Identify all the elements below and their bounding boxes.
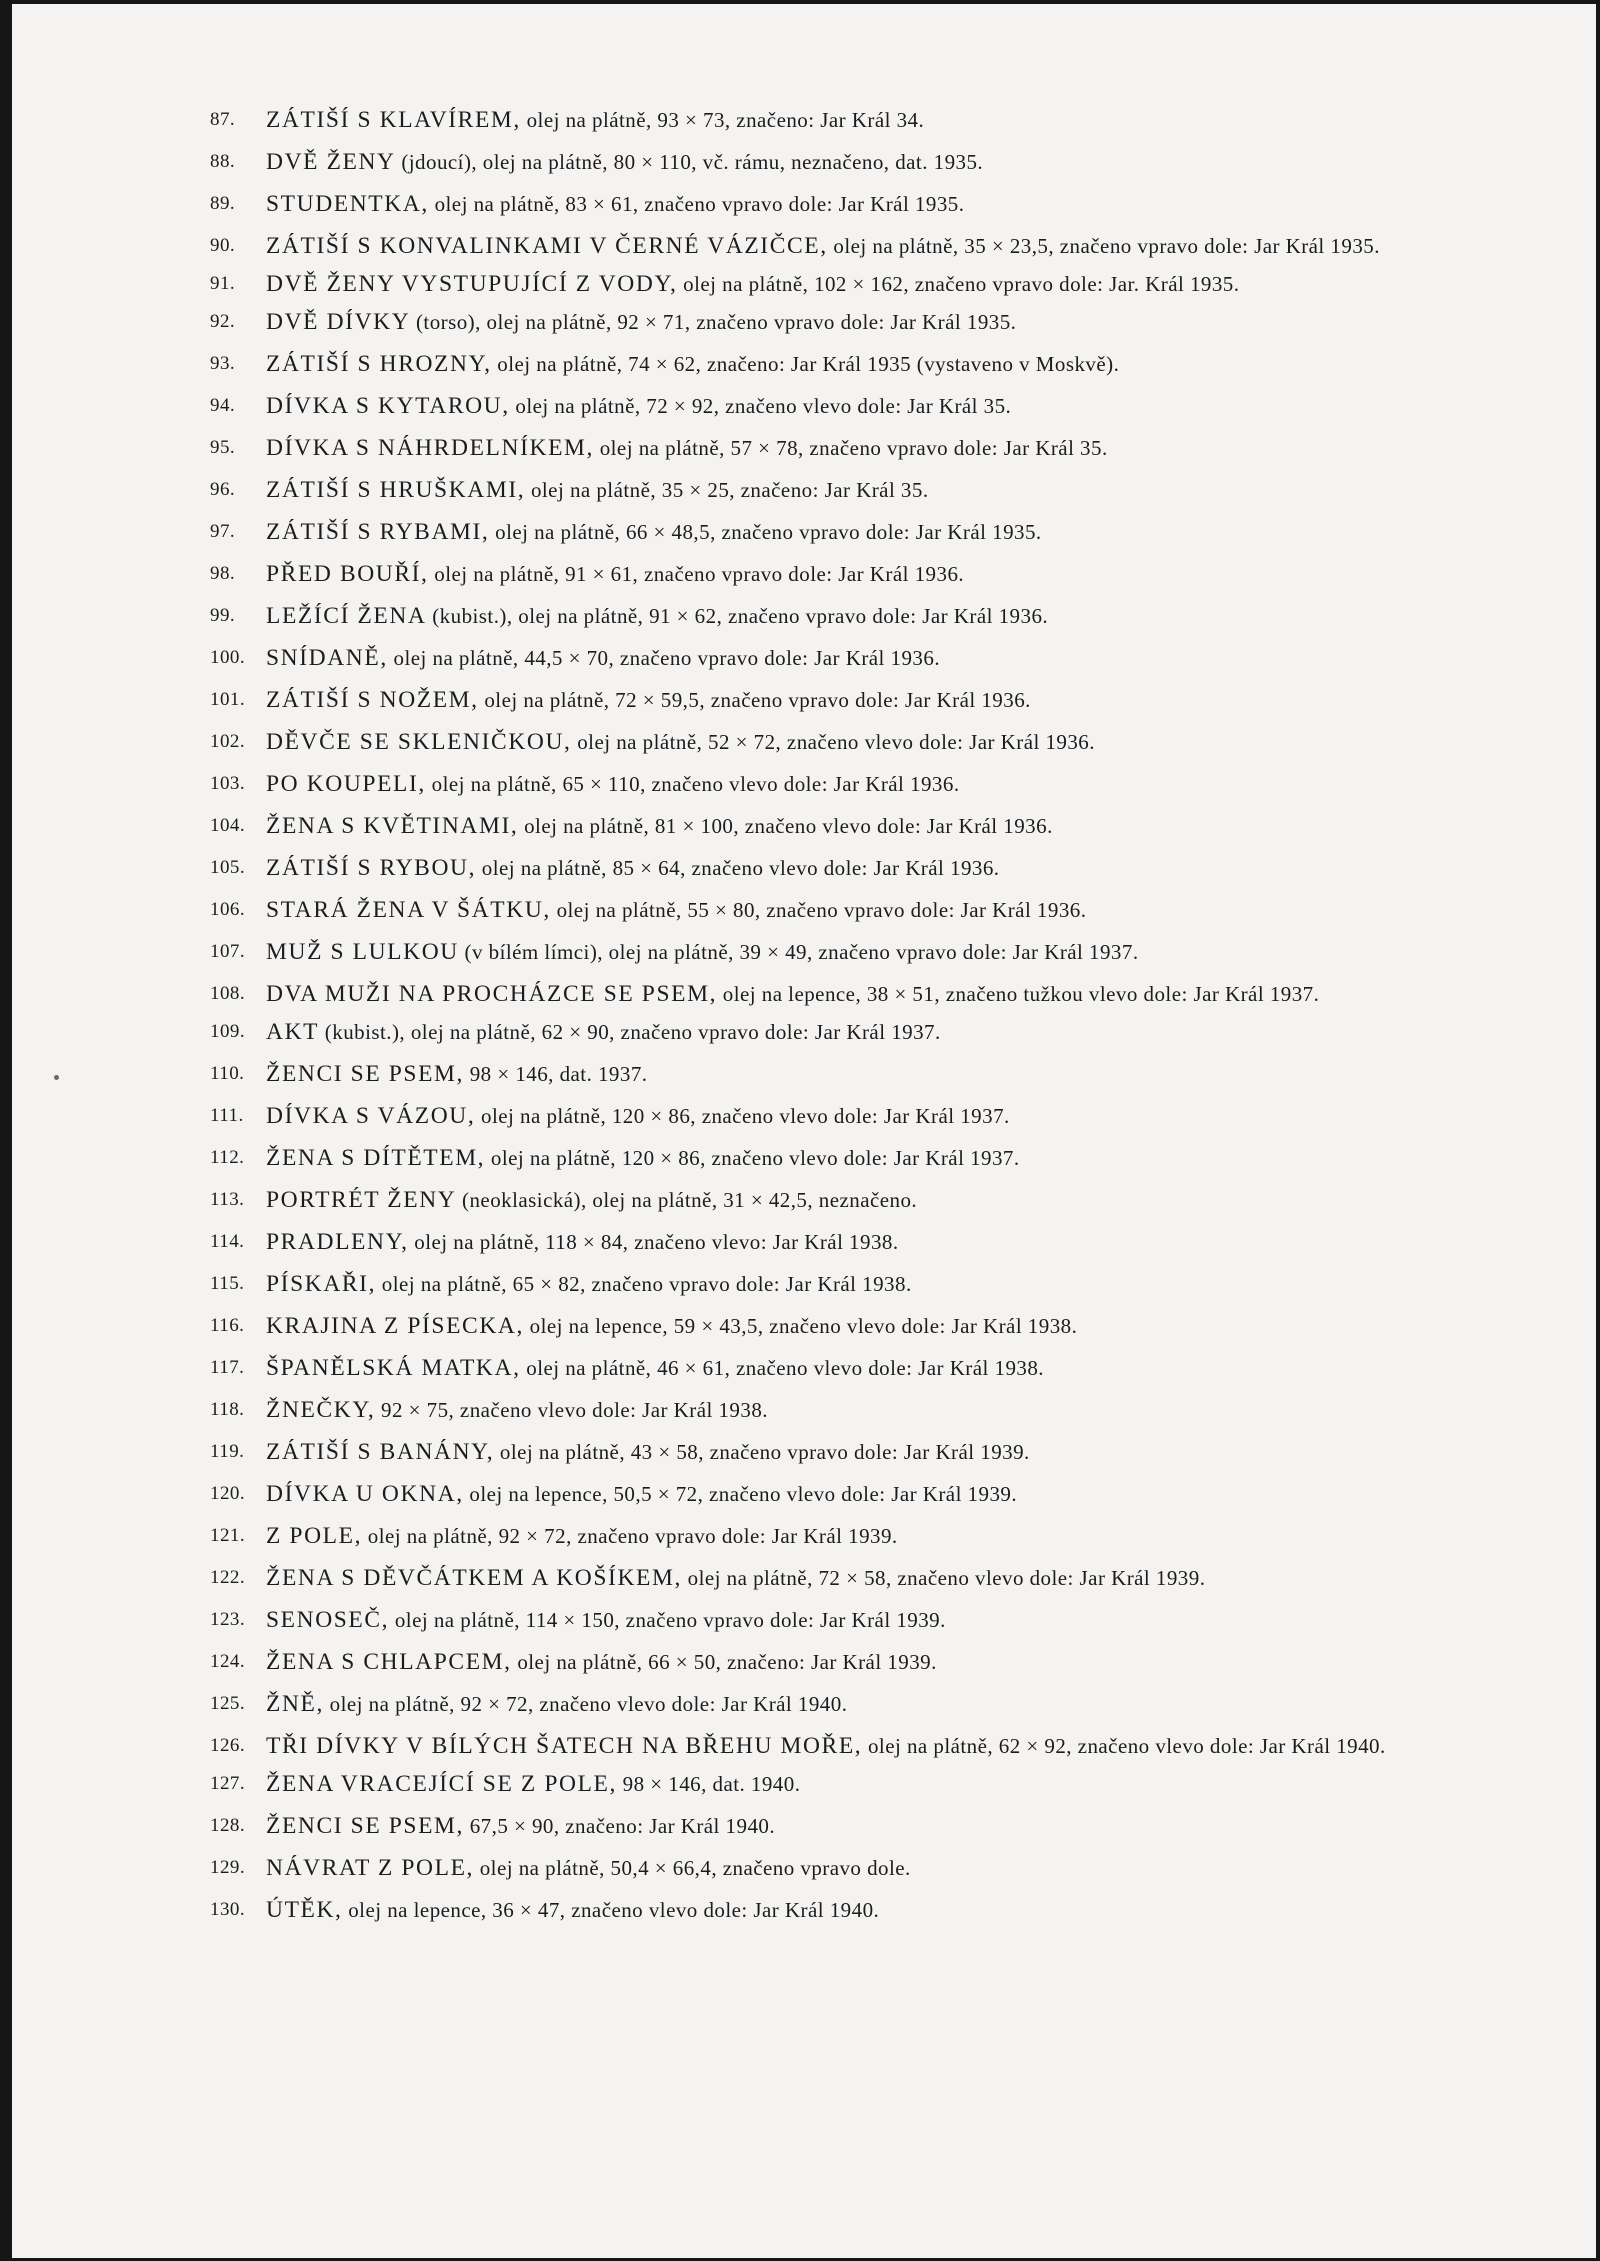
catalog-entry [210, 1144, 1530, 1172]
entry-number: 116. [210, 1315, 245, 1336]
entry-text [266, 644, 1530, 672]
painting-description: olej na lepence, 59 × 43,5, značeno vlevo dole: Jar Král 1938. [523, 1314, 1078, 1338]
entry-number: 93. [210, 353, 236, 374]
painting-title: SENOSEČ, [266, 1607, 390, 1633]
catalog-entry [210, 1648, 1530, 1676]
painting-description: olej na plátně, 65 × 110, značeno vlevo dole: Jar Král 1936. [425, 772, 960, 796]
painting-description: olej na plátně, 46 × 61, značeno vlevo dole: Jar Král 1938. [520, 1356, 1045, 1380]
catalog-entry [210, 434, 1530, 462]
catalog-entry [210, 1564, 1530, 1592]
catalog-entry [210, 106, 1530, 134]
painting-title: ZÁTIŠÍ S NOŽEM, [266, 687, 479, 713]
painting-title: DÍVKA S KYTAROU, [266, 393, 510, 419]
catalog-entry [210, 1522, 1530, 1550]
entry-number: 111. [210, 1105, 244, 1126]
painting-title: Z POLE, [266, 1523, 363, 1549]
entry-number: 95. [210, 437, 236, 458]
painting-title: ZÁTIŠÍ S KLAVÍREM, [266, 107, 521, 133]
painting-title: DÍVKA S VÁZOU, [266, 1103, 476, 1129]
painting-description: olej na lepence, 50,5 × 72, značeno vlevo dole: Jar Král 1939. [463, 1482, 1018, 1506]
catalog-entry [210, 1102, 1530, 1130]
painting-title: SNÍDANĚ, [266, 645, 388, 671]
painting-title: MUŽ S LULKOU [266, 939, 459, 965]
catalog-entry [210, 560, 1530, 588]
painting-title: LEŽÍCÍ ŽENA [266, 603, 427, 629]
entry-text [266, 1312, 1530, 1340]
painting-catalog-list [210, 106, 1530, 1938]
catalog-entry [210, 232, 1530, 260]
painting-title: STARÁ ŽENA V ŠÁTKU, [266, 897, 551, 923]
entry-number: 110. [210, 1063, 245, 1084]
catalog-entry [210, 308, 1530, 336]
entry-number: 87. [210, 109, 236, 130]
painting-description: olej na plátně, 72 × 92, značeno vlevo dole: Jar Král 35. [509, 394, 1012, 418]
entry-text [266, 1732, 1530, 1760]
entry-text [266, 1228, 1530, 1256]
entry-text [266, 1270, 1530, 1298]
entry-number: 124. [210, 1651, 246, 1672]
catalog-entry [210, 392, 1530, 420]
entry-number: 96. [210, 479, 236, 500]
painting-description: 67,5 × 90, značeno: Jar Král 1940. [464, 1814, 776, 1838]
entry-number: 119. [210, 1441, 245, 1462]
painting-title: ZÁTIŠÍ S BANÁNY, [266, 1439, 495, 1465]
painting-description: olej na plátně, 83 × 61, značeno vpravo dole: Jar Král 1935. [428, 192, 965, 216]
entry-number: 104. [210, 815, 246, 836]
entry-text [266, 392, 1530, 420]
entry-number: 99. [210, 605, 236, 626]
entry-text [266, 854, 1530, 882]
catalog-entry [210, 1480, 1530, 1508]
entry-text [266, 1690, 1530, 1718]
catalog-entry [210, 1186, 1530, 1214]
entry-number: 90. [210, 235, 236, 256]
entry-text [266, 1564, 1530, 1592]
entry-text [266, 148, 1530, 176]
entry-text [266, 1354, 1530, 1382]
painting-title: STUDENTKA, [266, 191, 429, 217]
painting-description: (torso), olej na plátně, 92 × 71, značeno vpravo dole: Jar Král 1935. [410, 310, 1017, 334]
entry-text [266, 896, 1530, 924]
painting-title: ŽENCI SE PSEM, [266, 1813, 465, 1839]
entry-number: 103. [210, 773, 246, 794]
catalog-entry [210, 896, 1530, 924]
painting-title: NÁVRAT Z POLE, [266, 1855, 475, 1881]
catalog-entry [210, 812, 1530, 840]
painting-description: olej na plátně, 72 × 59,5, značeno vpravo dole: Jar Král 1936. [478, 688, 1031, 712]
painting-title: ŽNĚ, [266, 1691, 324, 1717]
painting-description: olej na plátně, 102 × 162, značeno vpravo dole: Jar. Král 1935. [677, 272, 1240, 296]
entry-number: 98. [210, 563, 236, 584]
entry-number: 130. [210, 1899, 246, 1920]
painting-title: ŽENCI SE PSEM, [266, 1061, 465, 1087]
catalog-entry [210, 270, 1530, 298]
painting-description: olej na plátně, 50,4 × 66,4, značeno vpravo dole. [474, 1856, 911, 1880]
entry-text [266, 270, 1530, 298]
painting-title: ŽENA VRACEJÍCÍ SE Z POLE, [266, 1771, 617, 1797]
painting-description: olej na plátně, 35 × 23,5, značeno vpravo dole: Jar Král 1935. [827, 234, 1380, 258]
catalog-entry [210, 190, 1530, 218]
painting-title: KRAJINA Z PÍSECKA, [266, 1313, 524, 1339]
entry-number: 102. [210, 731, 246, 752]
painting-description: olej na plátně, 43 × 58, značeno vpravo dole: Jar Král 1939. [494, 1440, 1030, 1464]
entry-number: 128. [210, 1815, 246, 1836]
entry-text [266, 106, 1530, 134]
painting-description: olej na plátně, 55 × 80, značeno vpravo dole: Jar Král 1936. [550, 898, 1087, 922]
entry-text [266, 232, 1530, 260]
painting-title: PO KOUPELI, [266, 771, 426, 797]
painting-description: olej na plátně, 93 × 73, značeno: Jar Král 34. [520, 108, 925, 132]
entry-text [266, 770, 1530, 798]
painting-description: olej na lepence, 36 × 47, značeno vlevo dole: Jar Král 1940. [342, 1898, 880, 1922]
catalog-entry [210, 938, 1530, 966]
entry-text [266, 434, 1530, 462]
entry-number: 109. [210, 1021, 246, 1042]
painting-description: 98 × 146, dat. 1937. [464, 1062, 648, 1086]
painting-title: PRADLENY, [266, 1229, 409, 1255]
entry-number: 117. [210, 1357, 245, 1378]
painting-title: PŘED BOUŘÍ, [266, 561, 429, 587]
painting-description: olej na plátně, 35 × 25, značeno: Jar Král 35. [525, 478, 929, 502]
painting-description: olej na plátně, 66 × 50, značeno: Jar Král 1939. [511, 1650, 937, 1674]
entry-text [266, 980, 1530, 1008]
catalog-entry [210, 1732, 1530, 1760]
catalog-entry [210, 1896, 1530, 1924]
painting-description: 92 × 75, značeno vlevo dole: Jar Král 1938. [375, 1398, 768, 1422]
catalog-entry [210, 1228, 1530, 1256]
entry-text [266, 1896, 1530, 1924]
painting-description: (neoklasická), olej na plátně, 31 × 42,5, neznačeno. [456, 1188, 918, 1212]
entry-number: 121. [210, 1525, 246, 1546]
entry-number: 94. [210, 395, 236, 416]
catalog-entry [210, 1438, 1530, 1466]
entry-text [266, 1606, 1530, 1634]
entry-number: 112. [210, 1147, 245, 1168]
print-speck [54, 1075, 59, 1080]
painting-title: ŽENA S DĚVČÁTKEM A KOŠÍKEM, [266, 1565, 682, 1591]
catalog-entry [210, 1270, 1530, 1298]
painting-description: olej na plátně, 57 × 78, značeno vpravo dole: Jar Král 35. [594, 436, 1108, 460]
painting-description: olej na plátně, 72 × 58, značeno vlevo dole: Jar Král 1939. [681, 1566, 1206, 1590]
entry-number: 106. [210, 899, 246, 920]
entry-text [266, 350, 1530, 378]
painting-title: DÍVKA S NÁHRDELNÍKEM, [266, 435, 594, 461]
entry-text [266, 1648, 1530, 1676]
catalog-entry [210, 1770, 1530, 1798]
painting-description: (v bílém límci), olej na plátně, 39 × 49, značeno vpravo dole: Jar Král 1937. [458, 940, 1139, 964]
painting-description: 98 × 146, dat. 1940. [616, 1772, 801, 1796]
entry-number: 101. [210, 689, 246, 710]
entry-number: 129. [210, 1857, 246, 1878]
catalog-entry [210, 1312, 1530, 1340]
entry-text [266, 1522, 1530, 1550]
painting-description: olej na plátně, 92 × 72, značeno vlevo dole: Jar Král 1940. [323, 1692, 848, 1716]
painting-title: ŽENA S DÍTĚTEM, [266, 1145, 486, 1171]
painting-description: (kubist.), olej na plátně, 91 × 62, značeno vpravo dole: Jar Král 1936. [426, 604, 1049, 628]
painting-description: olej na plátně, 52 × 72, značeno vlevo dole: Jar Král 1936. [571, 730, 1095, 754]
catalog-entry [210, 350, 1530, 378]
catalog-entry [210, 1606, 1530, 1634]
painting-title: DVĚ DÍVKY [266, 309, 411, 335]
painting-title: PÍSKAŘI, [266, 1271, 377, 1297]
painting-description: (jdoucí), olej na plátně, 80 × 110, vč. rámu, neznačeno, dat. 1935. [395, 150, 984, 174]
painting-title: DÍVKA U OKNA, [266, 1481, 464, 1507]
painting-title: DVĚ ŽENY [266, 149, 396, 175]
entry-text [266, 1812, 1530, 1840]
entry-text [266, 1854, 1530, 1882]
catalog-entry [210, 602, 1530, 630]
entry-text [266, 1770, 1530, 1798]
painting-title: AKT [266, 1019, 320, 1045]
catalog-entry [210, 1060, 1530, 1088]
entry-text [266, 1186, 1530, 1214]
entry-text [266, 1480, 1530, 1508]
entry-text [266, 518, 1530, 546]
painting-description: olej na plátně, 81 × 100, značeno vlevo dole: Jar Král 1936. [518, 814, 1053, 838]
entry-text [266, 1060, 1530, 1088]
entry-text [266, 560, 1530, 588]
painting-title: ZÁTIŠÍ S RYBOU, [266, 855, 477, 881]
entry-number: 115. [210, 1273, 245, 1294]
painting-description: olej na plátně, 44,5 × 70, značeno vpravo dole: Jar Král 1936. [387, 646, 941, 670]
painting-description: olej na plátně, 74 × 62, značeno: Jar Král 1935 (vystaveno v Moskvě). [491, 352, 1120, 376]
painting-title: ŠPANĚLSKÁ MATKA, [266, 1355, 521, 1381]
catalog-entry [210, 980, 1530, 1008]
entry-number: 125. [210, 1693, 246, 1714]
entry-text [266, 938, 1530, 966]
painting-description: olej na plátně, 120 × 86, značeno vlevo dole: Jar Král 1937. [485, 1146, 1020, 1170]
painting-title: ZÁTIŠÍ S HRUŠKAMI, [266, 477, 526, 503]
entry-number: 97. [210, 521, 236, 542]
catalog-entry [210, 1354, 1530, 1382]
entry-number: 100. [210, 647, 246, 668]
entry-text [266, 190, 1530, 218]
entry-text [266, 602, 1530, 630]
catalog-entry [210, 1854, 1530, 1882]
entry-number: 91. [210, 273, 236, 294]
entry-number: 108. [210, 983, 246, 1004]
painting-title: DĚVČE SE SKLENIČKOU, [266, 729, 572, 755]
entry-number: 88. [210, 151, 236, 172]
catalog-page [12, 4, 1596, 2258]
painting-title: ÚTĚK, [266, 1897, 343, 1923]
entry-text [266, 1396, 1530, 1424]
catalog-entry [210, 728, 1530, 756]
painting-title: DVA MUŽI NA PROCHÁZCE SE PSEM, [266, 981, 718, 1007]
entry-number: 118. [210, 1399, 245, 1420]
painting-title: TŘI DÍVKY V BÍLÝCH ŠATECH NA BŘEHU MOŘE, [266, 1733, 863, 1759]
painting-title: ZÁTIŠÍ S KONVALINKAMI V ČERNÉ VÁZIČCE, [266, 233, 828, 259]
painting-title: DVĚ ŽENY VYSTUPUJÍCÍ Z VODY, [266, 271, 678, 297]
entry-number: 127. [210, 1773, 246, 1794]
entry-text [266, 812, 1530, 840]
entry-text [266, 728, 1530, 756]
catalog-entry [210, 1396, 1530, 1424]
painting-title: ŽENA S KVĚTINAMI, [266, 813, 519, 839]
painting-description: olej na plátně, 62 × 92, značeno vlevo dole: Jar Král 1940. [862, 1734, 1386, 1758]
entry-number: 113. [210, 1189, 245, 1210]
painting-title: PORTRÉT ŽENY [266, 1187, 457, 1213]
catalog-entry [210, 1690, 1530, 1718]
entry-number: 120. [210, 1483, 246, 1504]
painting-description: olej na plátně, 114 × 150, značeno vpravo dole: Jar Král 1939. [389, 1608, 946, 1632]
catalog-entry [210, 1018, 1530, 1046]
painting-title: ZÁTIŠÍ S HROZNY, [266, 351, 492, 377]
painting-description: olej na plátně, 85 × 64, značeno vlevo dole: Jar Král 1936. [476, 856, 1000, 880]
catalog-entry [210, 644, 1530, 672]
catalog-entry [210, 148, 1530, 176]
painting-description: (kubist.), olej na plátně, 62 × 90, značeno vpravo dole: Jar Král 1937. [319, 1020, 941, 1044]
painting-description: olej na plátně, 66 × 48,5, značeno vpravo dole: Jar Král 1935. [489, 520, 1042, 544]
entry-number: 114. [210, 1231, 245, 1252]
painting-description: olej na plátně, 65 × 82, značeno vpravo dole: Jar Král 1938. [376, 1272, 912, 1296]
entry-text [266, 308, 1530, 336]
entry-number: 122. [210, 1567, 246, 1588]
painting-title: ŽENA S CHLAPCEM, [266, 1649, 512, 1675]
painting-description: olej na plátně, 92 × 72, značeno vpravo dole: Jar Král 1939. [362, 1524, 898, 1548]
entry-number: 105. [210, 857, 246, 878]
painting-description: olej na lepence, 38 × 51, značeno tužkou vlevo dole: Jar Král 1937. [717, 982, 1320, 1006]
entry-text [266, 1438, 1530, 1466]
painting-description: olej na plátně, 91 × 61, značeno vpravo dole: Jar Král 1936. [428, 562, 965, 586]
entry-text [266, 1144, 1530, 1172]
entry-text [266, 1018, 1530, 1046]
catalog-entry [210, 476, 1530, 504]
entry-number: 123. [210, 1609, 246, 1630]
catalog-entry [210, 1812, 1530, 1840]
catalog-entry [210, 770, 1530, 798]
painting-description: olej na plátně, 118 × 84, značeno vlevo: Jar Král 1938. [408, 1230, 899, 1254]
catalog-entry [210, 686, 1530, 714]
entry-number: 89. [210, 193, 236, 214]
painting-title: ZÁTIŠÍ S RYBAMI, [266, 519, 490, 545]
entry-number: 92. [210, 311, 236, 332]
catalog-entry [210, 854, 1530, 882]
catalog-entry [210, 518, 1530, 546]
painting-title: ŽNEČKY, [266, 1397, 376, 1423]
entry-text [266, 1102, 1530, 1130]
entry-text [266, 686, 1530, 714]
entry-number: 107. [210, 941, 246, 962]
painting-description: olej na plátně, 120 × 86, značeno vlevo dole: Jar Král 1937. [475, 1104, 1010, 1128]
entry-text [266, 476, 1530, 504]
entry-number: 126. [210, 1735, 246, 1756]
